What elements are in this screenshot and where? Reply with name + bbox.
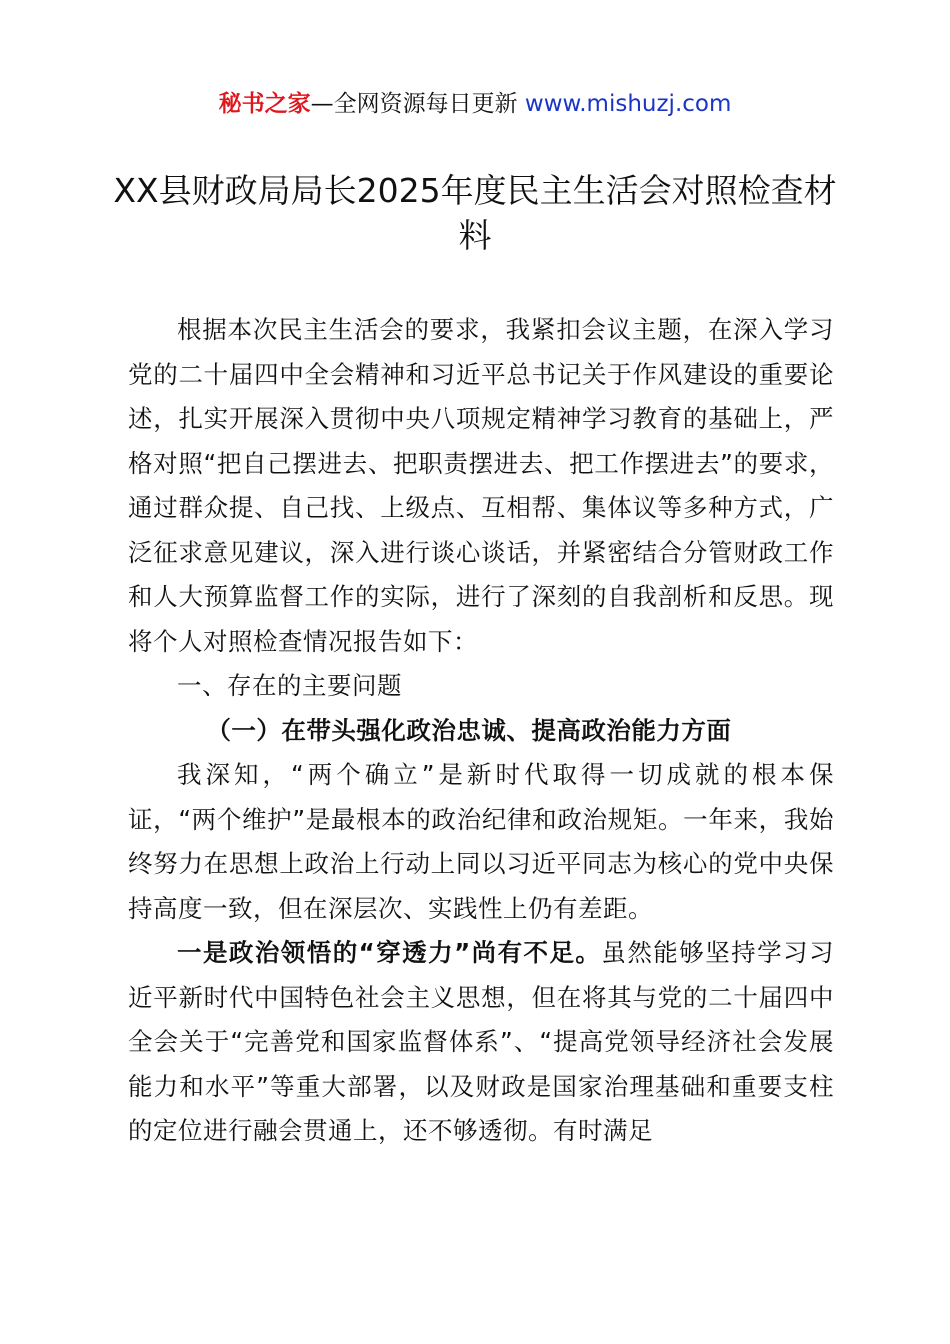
site-header (0, 88, 950, 120)
section-heading-problems: 一、存在的主要问题 (177, 671, 402, 700)
point-one-lead: 一是政治领悟的“穿透力”尚有不足。 (177, 938, 602, 967)
subsection-paragraph: 我深知，“两个确立”是新时代取得一切成就的根本保证，“两个维护”是最根本的政治纪律和政治规矩。一年来，我始终努力在思想上政治上行动上同以习近平同志为核心的党中央保持高度一致，但在深层次、实践性上仍有差距。 (128, 760, 834, 923)
intro-paragraph: 根据本次民主生活会的要求，我紧扣会议主题，在深入学习党的二十届四中全会精神和习近平总书记关于作风建设的重要论述，扎实开展深入贯彻中央八项规定精神学习教育的基础上，严格对照“把自己摆进去、把职责摆进去、把工作摆进去”的要求，通过群众提、自己找、上级点、互相帮、集体议等多种方式，广泛征求意见建议，深入进行谈心谈话，并紧密结合分管财政工作和人大预算监督工作的实际，进行了深刻的自我剖析和反思。现将个人对照检查情况报告如下： (128, 315, 834, 656)
point-one-text: 虽然能够坚持学习习近平新时代中国特色社会主义思想，但在将其与党的二十届四中全会关于“完善党和国家监督体系”、“提高党领导经济社会发展能力和水平”等重大部署，以及财政是国家治理基础和重要支柱的定位进行融会贯通上，还不够透彻。有时满足 (128, 938, 835, 1145)
document-title: XX县财政局局长2025年度民主生活会对照检查材料 (113, 171, 837, 255)
site-slogan: —全网资源每日更新 (310, 91, 518, 117)
point-one-paragraph (128, 931, 834, 1154)
subsection-heading-political-loyalty: （一）在带头强化政治忠诚、提高政治能力方面 (206, 715, 732, 745)
site-url-link[interactable]: www.mishuzj.com (524, 91, 732, 117)
site-brand: 秘书之家 (218, 91, 311, 117)
document-body (128, 308, 834, 1154)
